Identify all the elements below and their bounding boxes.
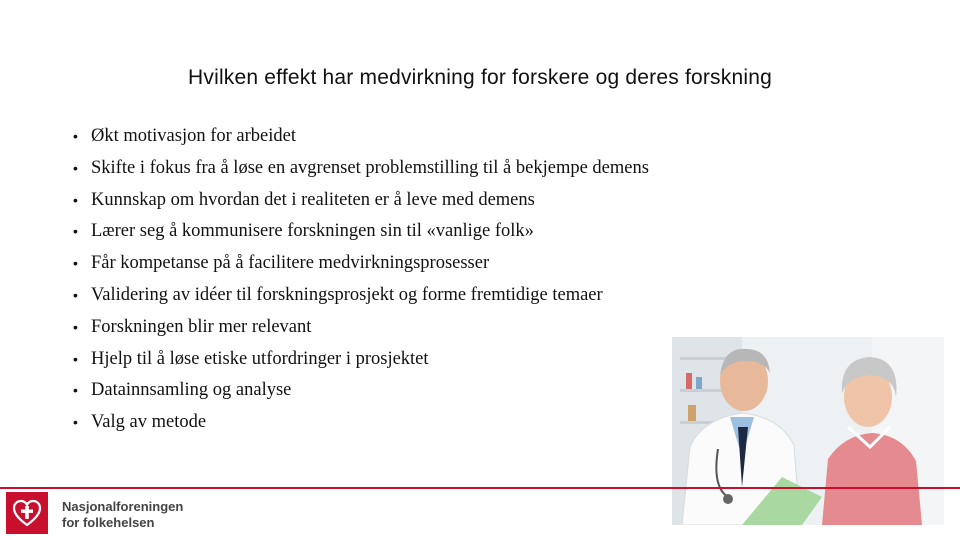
organization-name-line1: Nasjonalforeningen <box>62 499 184 514</box>
list-item <box>70 312 649 344</box>
bullet-marker: • <box>73 223 78 240</box>
organization-name-line2: for folkehelsen <box>62 515 155 530</box>
list-item <box>70 153 649 185</box>
list-item <box>70 280 649 312</box>
list-item-text: Hjelp til å løse etiske utfordringer i prosjektet <box>91 348 429 369</box>
doctor-and-patient-photo <box>672 337 944 525</box>
heart-cross-icon <box>6 492 48 534</box>
list-item <box>70 375 649 407</box>
list-item-text: Forskningen blir mer relevant <box>91 316 312 337</box>
list-item <box>70 248 649 280</box>
bullet-marker: • <box>73 286 78 303</box>
bullet-marker: • <box>73 414 78 431</box>
list-item <box>70 344 649 376</box>
list-item-text: Datainnsamling og analyse <box>91 380 292 401</box>
list-item-text: Valg av metode <box>91 412 207 433</box>
list-item-text: Kunnskap om hvordan det i realiteten er å leve med demens <box>91 189 535 210</box>
footer-divider <box>0 487 960 489</box>
bullet-marker: • <box>73 191 78 208</box>
bullet-marker: • <box>73 159 78 176</box>
bullet-marker: • <box>73 128 78 144</box>
bullet-list <box>70 121 649 439</box>
bullet-marker: • <box>73 318 78 335</box>
list-item-text: Skifte i fokus fra å løse en avgrenset problemstilling til å bekjempe demens <box>91 157 649 178</box>
bullet-marker: • <box>73 255 78 272</box>
list-item <box>70 185 649 217</box>
list-item-text: Validering av idéer til forskningsprosjekt og forme fremtidige temaer <box>91 284 603 305</box>
slide-title: Hvilken effekt har medvirkning for forskere og deres forskning <box>188 66 772 89</box>
bullet-marker: • <box>73 382 78 399</box>
list-item-text: Får kompetanse på å facilitere medvirkningsprosesser <box>91 253 490 274</box>
list-item <box>70 216 649 248</box>
list-item-text: Lærer seg å kommunisere forskningen sin til «vanlige folk» <box>91 221 534 242</box>
list-item-text: Økt motivasjon for arbeidet <box>91 126 296 146</box>
organization-name <box>62 499 183 531</box>
bullet-marker: • <box>73 350 78 367</box>
list-item <box>70 407 649 439</box>
list-item <box>70 121 649 153</box>
